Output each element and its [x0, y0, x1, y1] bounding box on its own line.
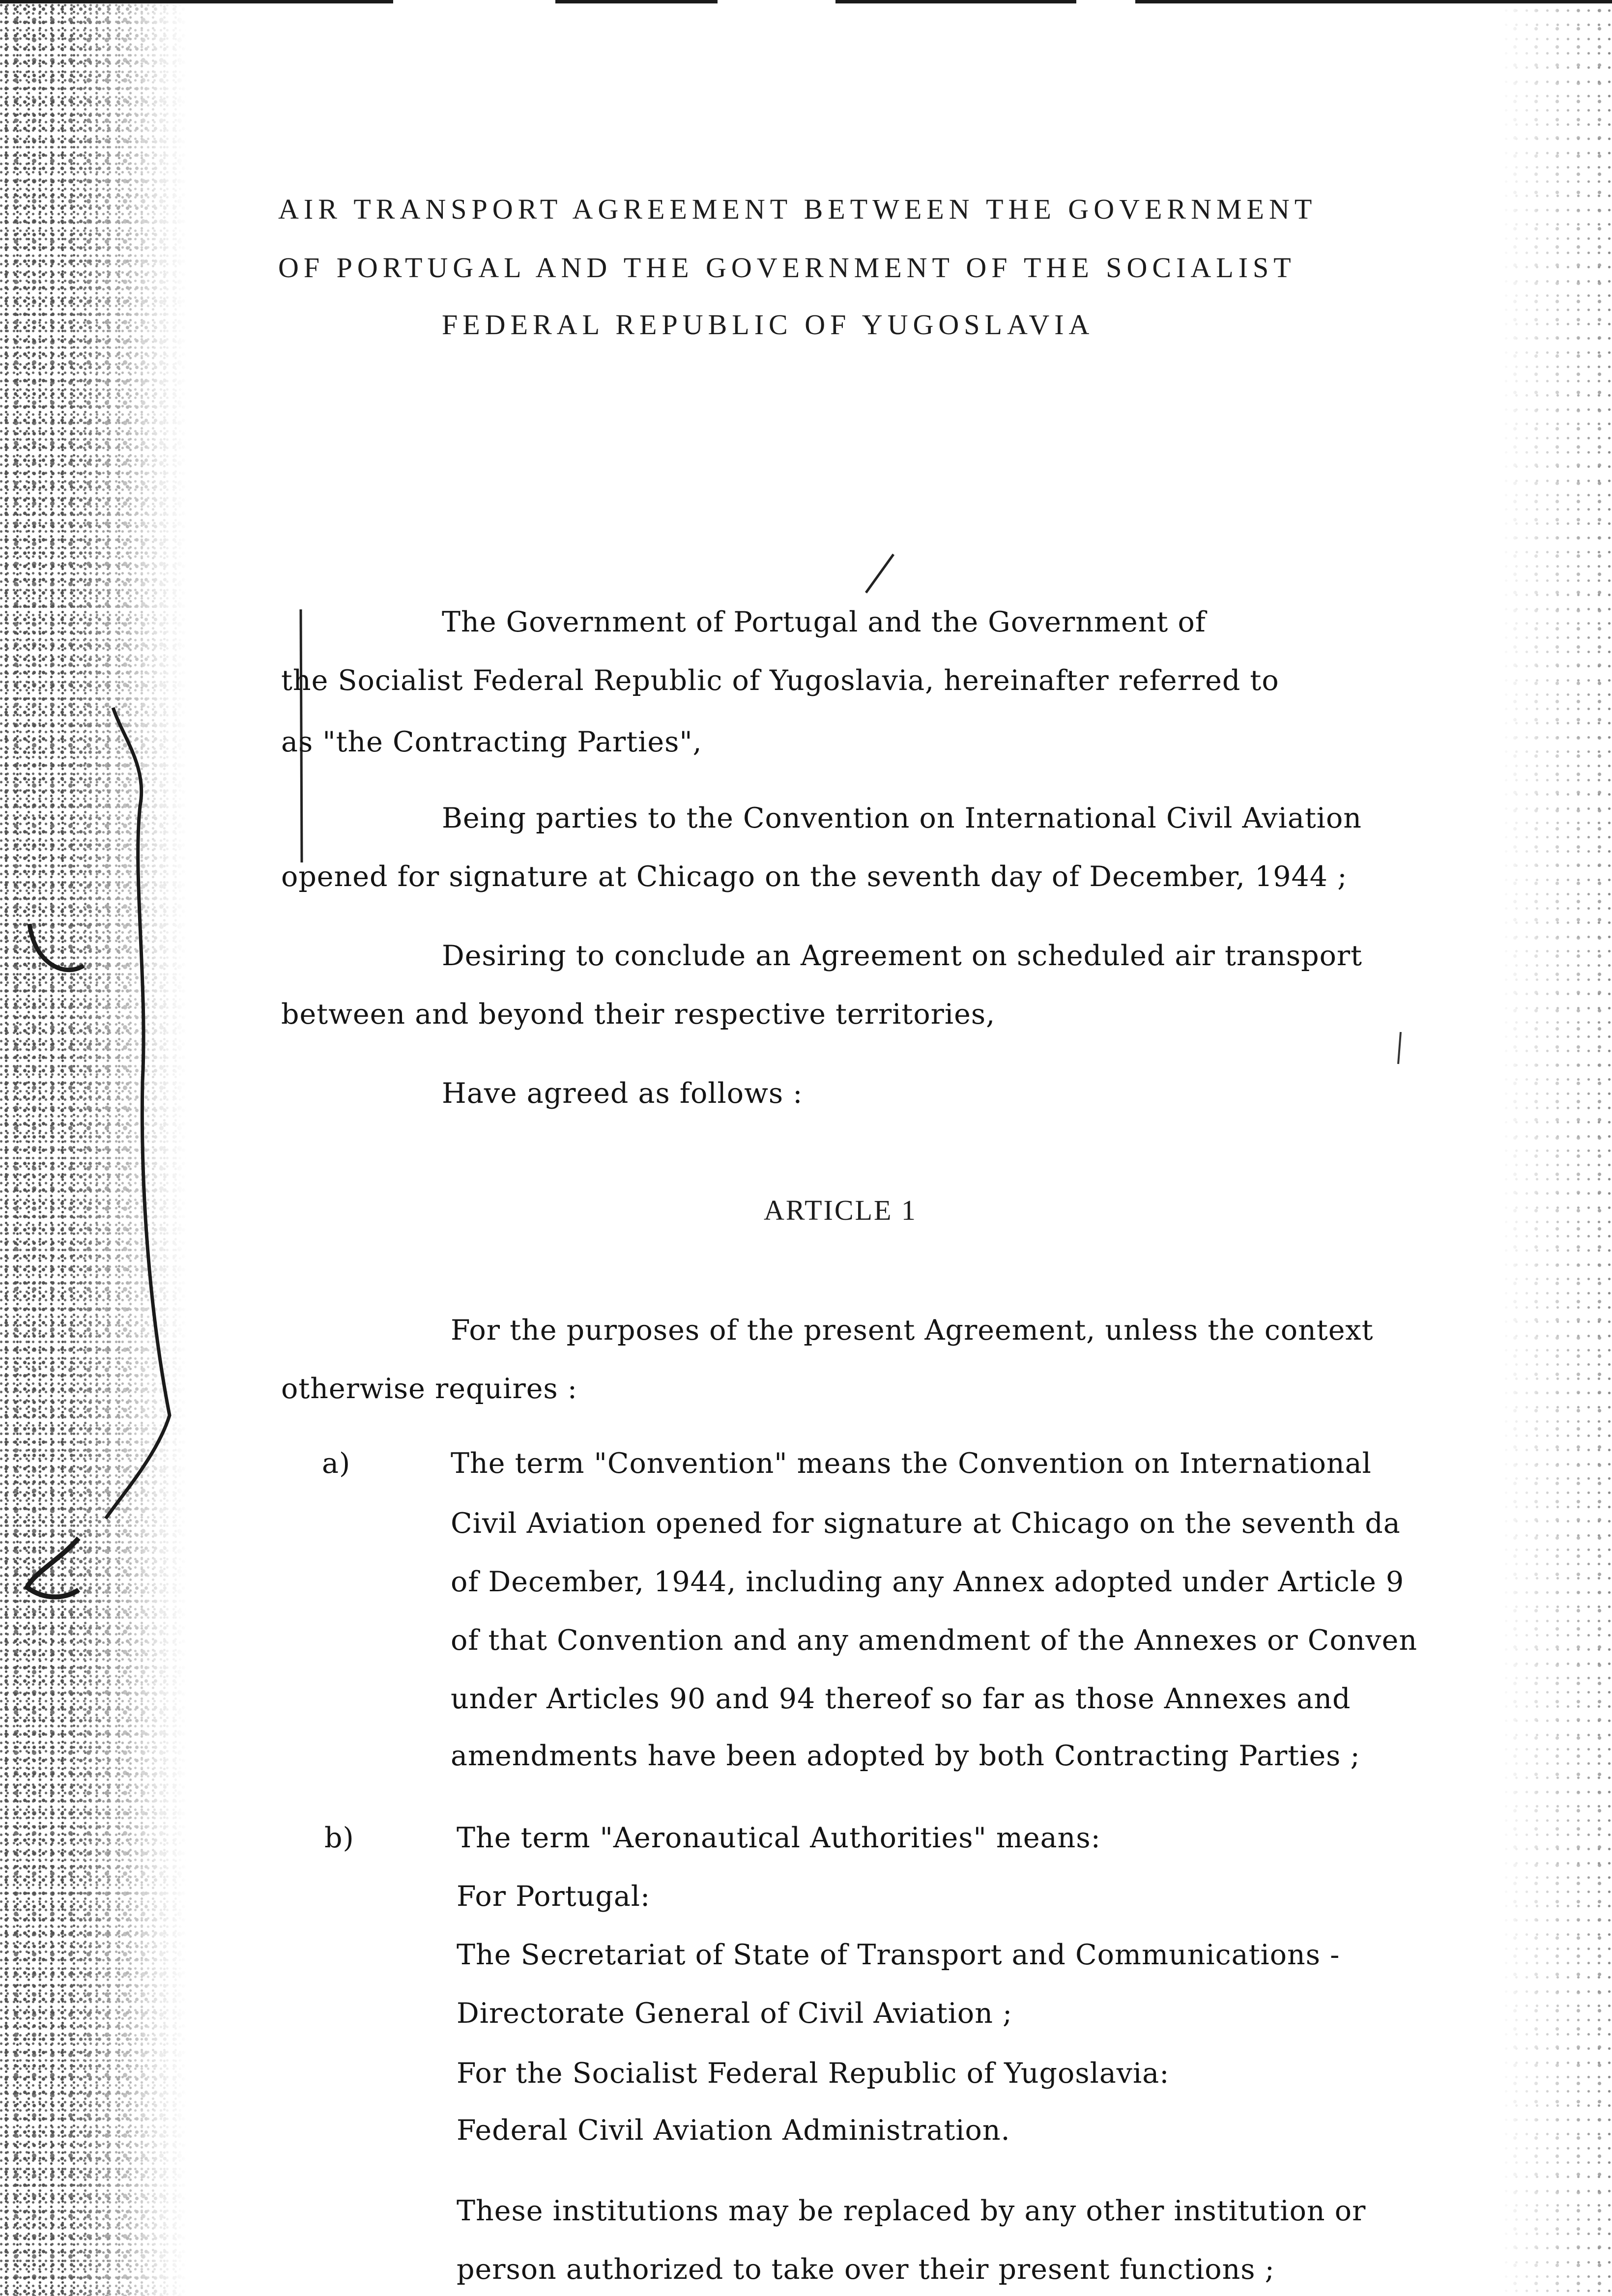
article-intro-line: For the purposes of the present Agreement, unless the context	[451, 1314, 1374, 1347]
document-title-line: FEDERAL REPUBLIC OF YUGOSLAVIA	[442, 309, 1094, 341]
preamble-line: The Government of Portugal and the Government of	[442, 606, 1206, 638]
item-line: Civil Aviation opened for signature at Chicago on the seventh da	[451, 1507, 1401, 1540]
item-line: Federal Civil Aviation Administration.	[457, 2114, 1010, 2147]
item-label: b)	[324, 1822, 354, 1854]
closing-line: These institutions may be replaced by any other institution or	[457, 2195, 1366, 2227]
preamble-line: opened for signature at Chicago on the seventh day of December, 1944 ;	[281, 861, 1348, 893]
item-line: The term "Convention" means the Convention on International	[451, 1447, 1372, 1480]
preamble-line: Desiring to conclude an Agreement on scheduled air transport	[442, 940, 1363, 972]
agreed-line: Have agreed as follows :	[442, 1077, 803, 1110]
document-title-line: OF PORTUGAL AND THE GOVERNMENT OF THE SOCIALIST	[278, 252, 1296, 284]
preamble-line: between and beyond their respective territories,	[281, 998, 996, 1031]
item-line: of December, 1944, including any Annex adopted under Article 9	[451, 1566, 1405, 1598]
preamble-line: Being parties to the Convention on International Civil Aviation	[442, 802, 1362, 834]
item-line: The Secretariat of State of Transport and Communications -	[457, 1939, 1340, 1971]
binder-edge-line	[106, 708, 170, 1519]
item-line: For Portugal:	[457, 1880, 651, 1913]
binder-hole-arc	[27, 1538, 79, 1597]
item-line: of that Convention and any amendment of the Annexes or Conven	[451, 1624, 1418, 1657]
preamble-line: the Socialist Federal Republic of Yugoslavia, hereinafter referred to	[281, 664, 1279, 697]
closing-line: person authorized to take over their present functions ;	[457, 2253, 1275, 2286]
article-intro-line: otherwise requires :	[281, 1373, 577, 1405]
right-margin-pen-stroke	[1398, 1032, 1401, 1064]
preamble-line: as "the Contracting Parties",	[281, 726, 702, 758]
item-line: Directorate General of Civil Aviation ;	[457, 1997, 1013, 2030]
item-line: amendments have been adopted by both Contracting Parties ;	[451, 1740, 1360, 1772]
document-title-line: AIR TRANSPORT AGREEMENT BETWEEN THE GOVERNMENT	[278, 193, 1317, 225]
binder-hole-arc	[29, 924, 84, 970]
item-line: under Articles 90 and 94 thereof so far as those Annexes and	[451, 1683, 1351, 1715]
item-label: a)	[322, 1447, 351, 1480]
article-heading: ARTICLE 1	[764, 1194, 917, 1226]
item-line: For the Socialist Federal Republic of Yugoslavia:	[457, 2057, 1170, 2090]
handwritten-tick-mark	[866, 554, 893, 593]
item-line: The term "Aeronautical Authorities" means:	[457, 1822, 1101, 1854]
